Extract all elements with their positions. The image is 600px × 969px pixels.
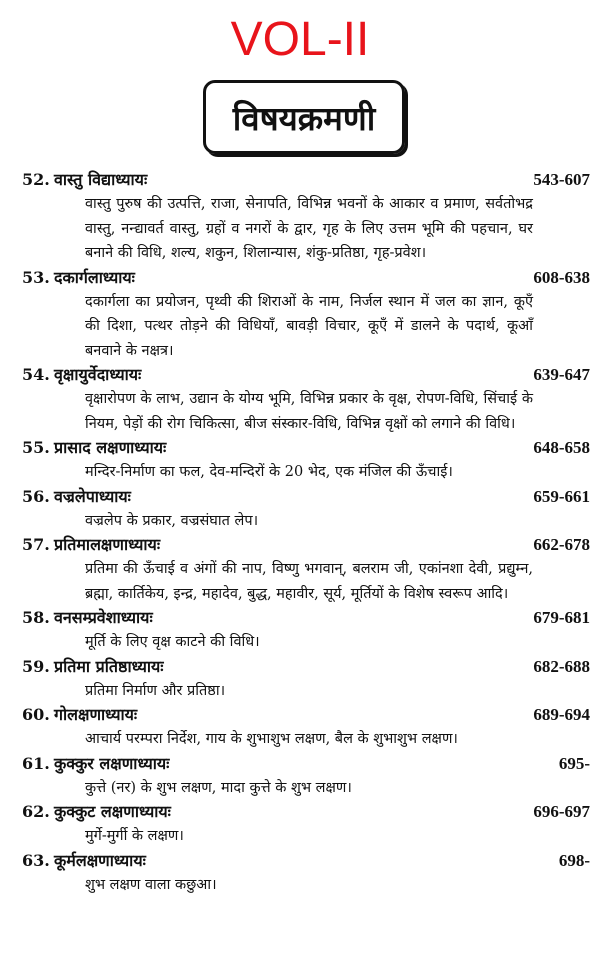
page-range: 696-697	[533, 802, 590, 821]
entry-heading	[22, 485, 590, 509]
entry-heading	[22, 533, 590, 557]
entry-heading	[22, 266, 590, 290]
entry-heading	[22, 363, 590, 387]
chapter-number: 52.	[22, 170, 50, 189]
page-range: 682-688	[533, 656, 590, 676]
chapter-description: शुभ लक्षण वाला कछुआ।	[85, 876, 217, 893]
chapter-title: प्रासाद लक्षणाध्यायः	[54, 438, 167, 457]
chapter-description: मुर्गे-मुर्गी के लक्षण।	[85, 828, 184, 844]
contents-heading: विषयक्रमणी	[203, 80, 405, 154]
chapter-title: वास्तु विद्याध्यायः	[54, 170, 148, 189]
chapter-number: 58.	[22, 608, 50, 627]
chapter-description: वास्तु पुरुष की उत्पत्ति, राजा, सेनापति, विभिन्न भवनों के आकार व प्रमाण, सर्वतोभद्र वास्तु, नन्द्यावर्त वास्तु, ग्रहों व नगरों के द्वार, गृह के लिए उत्तम भूमि की पहचान, घर बनाने की विधि, शल्य, शकुन, शिलान्यास, शंकु-प्रतिष्ठा, गृह-प्रवेश।	[85, 196, 533, 261]
toc-entry	[22, 266, 590, 364]
toc-entry	[22, 533, 590, 606]
page-range: 639-647	[533, 365, 590, 384]
page-range: 695-	[558, 753, 590, 773]
chapter-title: वज्रलेपाध्यायः	[54, 486, 131, 506]
page-range: 648-658	[533, 438, 590, 457]
toc-entry	[22, 436, 590, 485]
toc-entry	[22, 363, 590, 436]
entry-heading	[22, 703, 590, 727]
entry-heading	[22, 800, 590, 824]
toc-entry	[22, 752, 590, 801]
chapter-title: कुक्कुर लक्षणाध्यायः	[54, 753, 170, 773]
page-range: 659-661	[533, 486, 590, 506]
toc-entry	[22, 655, 590, 704]
toc-entry	[22, 849, 590, 898]
chapter-number: 59.	[22, 656, 50, 676]
table-of-contents	[22, 168, 590, 897]
chapter-description: कुत्ते (नर) के शुभ लक्षण, मादा कुत्ते के शुभ लक्षण।	[85, 779, 352, 796]
chapter-number: 61.	[22, 753, 50, 773]
chapter-description: आचार्य परम्परा निर्देश, गाय के शुभाशुभ लक्षण, बैल के शुभाशुभ लक्षण।	[85, 731, 458, 747]
chapter-number: 53.	[22, 267, 50, 287]
page-range: 662-678	[533, 535, 590, 554]
page-range: 698-	[558, 850, 590, 870]
entry-heading	[22, 606, 590, 630]
toc-entry	[22, 703, 590, 752]
entry-heading	[22, 752, 590, 776]
chapter-description: प्रतिमा की ऊँचाई व अंगों की नाप, विष्णु भगवान्, बलराम जी, एकांनशा देवी, प्रद्युम्न, ब्रह्मा, कार्तिकेय, इन्द्र, महादेव, बुद्ध, महावीर, सूर्य, मूर्तियों के विशेष स्वरूप आदि।	[85, 561, 533, 602]
chapter-number: 55.	[22, 438, 50, 457]
chapter-number: 62.	[22, 802, 50, 821]
toc-entry	[22, 168, 590, 266]
chapter-title: प्रतिमालक्षणाध्यायः	[54, 535, 161, 554]
page-range: 689-694	[533, 705, 590, 724]
page-range: 679-681	[533, 608, 590, 627]
chapter-description: दकार्गला का प्रयोजन, पृथ्वी की शिराओं के नाम, निर्जल स्थान में जल का ज्ञान, कूएँ की दिशा, पत्थर तोड़ने की विधियाँ, बावड़ी विचार, कूएँ में डालने के पदार्थ, कूआँ बनवाने के नक्षत्र।	[85, 293, 533, 359]
chapter-number: 56.	[22, 486, 50, 506]
page-range: 543-607	[533, 170, 590, 189]
chapter-title: दकार्गलाध्यायः	[54, 267, 135, 287]
chapter-number: 54.	[22, 365, 50, 384]
chapter-title: कुक्कुट लक्षणाध्यायः	[54, 802, 171, 821]
chapter-title: कूर्मलक्षणाध्यायः	[54, 850, 146, 870]
page-range: 608-638	[533, 267, 590, 287]
entry-heading	[22, 655, 590, 679]
entry-heading	[22, 436, 590, 460]
chapter-description: वज्रलेप के प्रकार, वज्रसंघात लेप।	[85, 512, 259, 529]
entry-heading	[22, 849, 590, 873]
chapter-description: मन्दिर-निर्माण का फल, देव-मन्दिरों के 20 भेद, एक मंजिल की ऊँचाई।	[85, 464, 453, 480]
chapter-description: वृक्षारोपण के लाभ, उद्यान के योग्य भूमि, विभिन्न प्रकार के वृक्ष, रोपण-विधि, सिंचाई के नियम, पेड़ों की रोग चिकित्सा, बीज संस्कार-विधि, विभिन्न वृक्षों को लगाने की विधि।	[85, 391, 533, 432]
volume-label: VOL-II	[230, 13, 370, 66]
toc-entry	[22, 485, 590, 534]
chapter-title: प्रतिमा प्रतिष्ठाध्यायः	[54, 656, 164, 676]
chapter-number: 57.	[22, 535, 50, 554]
toc-entry	[22, 606, 590, 655]
entry-heading	[22, 168, 590, 192]
chapter-number: 60.	[22, 705, 50, 724]
chapter-title: वनसम्प्रवेशाध्यायः	[54, 608, 153, 627]
chapter-description: प्रतिमा निर्माण और प्रतिष्ठा।	[85, 682, 226, 699]
chapter-title: गोलक्षणाध्यायः	[54, 705, 138, 724]
toc-entry	[22, 800, 590, 849]
chapter-description: मूर्ति के लिए वृक्ष काटने की विधि।	[85, 634, 260, 650]
chapter-title: वृक्षायुर्वेदाध्यायः	[54, 365, 142, 384]
chapter-number: 63.	[22, 850, 50, 870]
